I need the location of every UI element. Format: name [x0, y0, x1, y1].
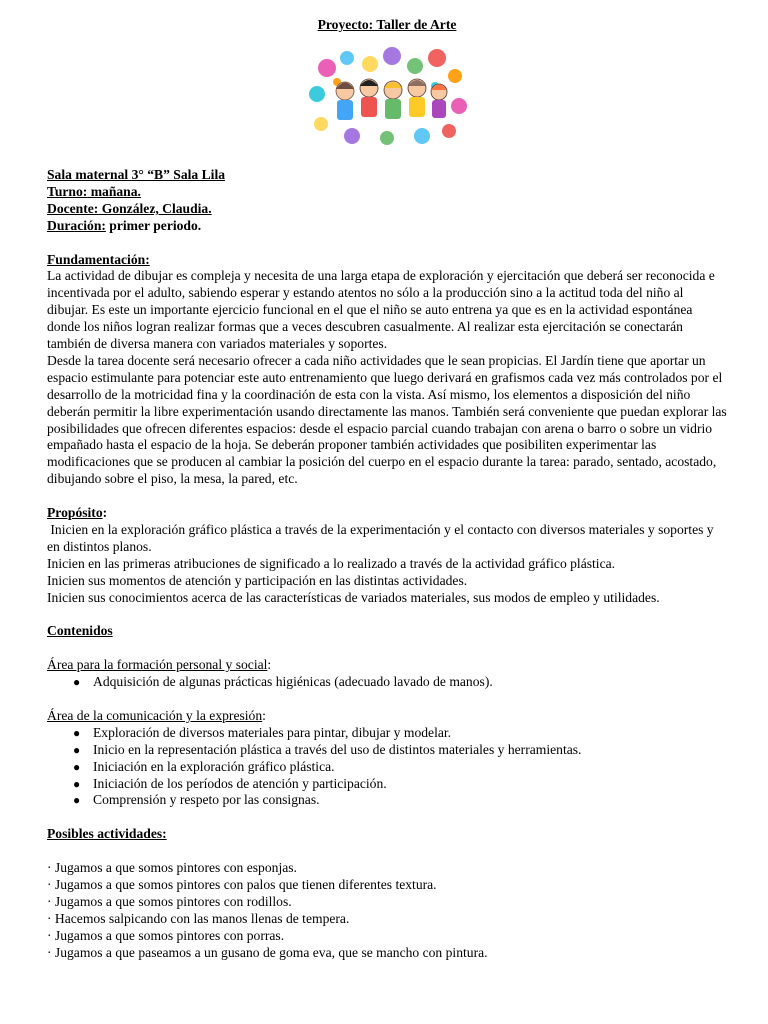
list-item-text: Comprensión y respeto por las consignas.	[93, 792, 320, 808]
list-item	[73, 674, 727, 691]
list-item-text: Iniciación en la exploración gráfico plástica.	[93, 758, 335, 774]
fundamentacion-paragraph: Desde la tarea docente será necesario ofrecer a cada niño actividades que le sean propicias. El Jardín tiene que aportar un espacio estimulante para potenciar este auto entrenamiento que luego derivará en grafismos cada vez más controlados por el desarrollo de la motricidad fina y la coordinación de esta con la vista. Así mismo, los elementos a disposición del niño deberán permitir la libre experimentación usando directamente las manos. También será conveniente que puedan explorar las posibilidades que ofrecen diferentes espacios: desde el espacio parcial cuando trabajan con arena o barro o sobre un vidrio empañado hasta el espacio de la hoja. Se deberán proponer también actividades que posibiliten experimentar las modificaciones que se producen al cambiar la posición del cuerpo en el espacio durante la tarea: parado, sentado, acostado, dibujando sobre el piso, la mesa, la pared, etc.	[47, 352, 727, 487]
turno-label: Turno:	[47, 183, 88, 199]
activity-item: · Jugamos a que somos pintores con palos que tienen diferentes textura.	[47, 876, 437, 892]
proposito-heading: Propósito	[47, 505, 103, 521]
list-item	[73, 742, 727, 759]
fundamentacion-paragraph: La actividad de dibujar es compleja y necesita de una larga etapa de exploración y ejercitación que deberá ser reconocida e incentivada por el adulto, sabiendo esperar y estando atentos no sólo a la producción sino a la actitud toda del niño al dibujar. Es este un importante ejercicio funcional en el que el niño se auto entrena ya que es en la actividad espontánea donde los niños logran realizar formas que a veces descubren casualmente. Al realizar esta ejercitación se conectarán también de diversa manera con variados materiales y soportes.	[47, 268, 715, 352]
project-details	[47, 167, 727, 235]
proposito-item: Inicien en la exploración gráfico plástica a través de la experimentación y el contacto con diversos materiales y soportes y en distintos planos.	[47, 522, 717, 554]
document-page	[47, 17, 727, 961]
bullet-icon: ●	[73, 793, 81, 808]
list-item	[73, 725, 727, 742]
turno-value: mañana.	[87, 183, 141, 199]
list-item-text: Adquisición de algunas prácticas higiénicas (adecuado lavado de manos).	[93, 674, 493, 690]
proposito-colon: :	[102, 505, 108, 521]
duracion-value: primer periodo.	[105, 217, 202, 233]
list-item-text: Inicio en la representación plástica a través del uso de distintos materiales y herramientas.	[93, 741, 582, 757]
actividades-heading: Posibles actividades:	[47, 826, 167, 842]
proposito-item: Inicien sus momentos de atención y participación en las distintas actividades.	[47, 572, 468, 588]
area-title: Área de la comunicación y la expresión	[47, 707, 263, 723]
bullet-icon: ●	[73, 725, 81, 740]
activity-item: · Jugamos a que somos pintores con porras.	[47, 927, 285, 943]
docente-label: Docente:	[47, 200, 99, 216]
bullet-icon: ●	[73, 742, 81, 757]
activity-item: · Jugamos a que somos pintores con rodillos.	[47, 893, 292, 909]
area-title-colon: :	[267, 657, 272, 673]
bullet-icon: ●	[73, 675, 81, 690]
children-paint-splash-illustration	[307, 46, 467, 146]
list-item-text: Exploración de diversos materiales para pintar, dibujar y modelar.	[93, 724, 452, 740]
bullet-icon: ●	[73, 776, 81, 791]
proposito-section	[47, 505, 727, 606]
proposito-item: Inicien en las primeras atribuciones de significado a lo realizado a través de la actividad gráfico plástica.	[47, 555, 616, 571]
contenidos-heading: Contenidos	[47, 623, 113, 639]
actividades-section	[47, 826, 727, 961]
docente-value: González, Claudia.	[98, 200, 212, 216]
contenidos-section	[47, 623, 727, 809]
list-item	[73, 792, 727, 809]
list-item	[73, 776, 727, 793]
area-content-list	[47, 725, 727, 810]
area-title-colon: :	[262, 707, 266, 723]
page-title: Proyecto: Taller de Arte	[317, 17, 457, 32]
activity-item: · Hacemos salpicando con las manos llenas de tempera.	[47, 910, 350, 926]
duracion-label: Duración:	[47, 217, 106, 233]
area-content-list	[47, 674, 727, 691]
activity-item: · Jugamos a que somos pintores con esponjas.	[47, 860, 297, 876]
fundamentacion-section	[47, 252, 727, 489]
proposito-item: Inicien sus conocimientos acerca de las características de variados materiales, sus modos de empleo y utilidades.	[47, 589, 660, 605]
area-title: Área para la formación personal y social	[47, 657, 268, 673]
sala-line: Sala maternal 3° “B” Sala Lila	[47, 167, 226, 182]
list-item-text: Iniciación de los períodos de atención y participación.	[93, 775, 387, 791]
fundamentacion-heading: Fundamentación:	[47, 251, 150, 267]
list-item	[73, 759, 727, 776]
bullet-icon: ●	[73, 759, 81, 774]
activity-item: · Jugamos a que paseamos a un gusano de goma eva, que se mancho con pintura.	[47, 944, 488, 960]
